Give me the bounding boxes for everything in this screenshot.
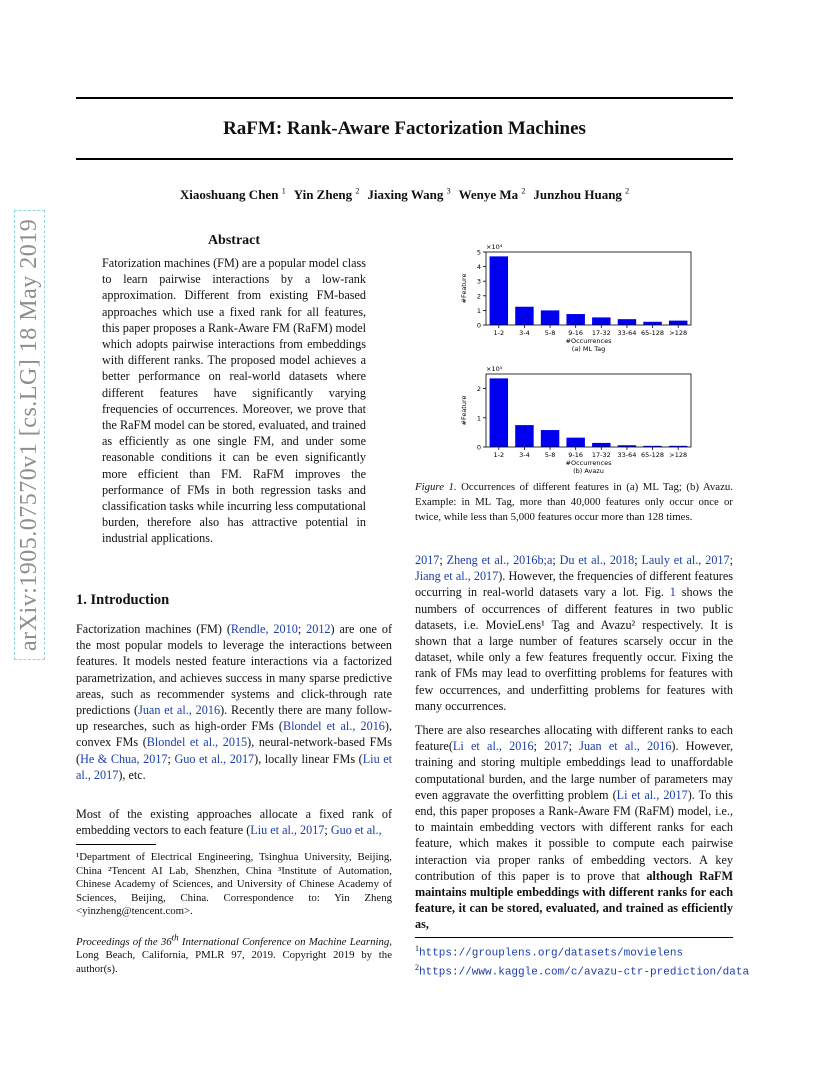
x-tick-label: 17-32	[591, 451, 611, 459]
x-tick-label: 5-8	[544, 451, 556, 459]
bar-chart-ml-tag	[448, 240, 708, 360]
y-tick-label: 2	[476, 385, 481, 394]
citation-link[interactable]: Liu et al., 2017	[76, 751, 392, 782]
x-tick-label: 33-64	[617, 451, 637, 459]
citation-link[interactable]: Guo et al., 2017	[174, 751, 255, 766]
intro-paragraph-1: Factorization machines (FM) (Rendle, 2010; 2012) are one of the most popular models to leverage the interactions between features. It models nested feature interactions via a factorized parametrization, and achieves success in many sparse predictive areas, such as recommender systems and click-through rate predictions (Juan et al., 2016). Recently there are many follow-up researches, such as high-order FMs (Blondel et al., 2016), convex FMs (Blondel et al., 2015), neural-network-based FMs (He & Chua, 2017; Guo et al., 2017), locally linear FMs (Liu et al., 2017), etc.	[76, 622, 393, 782]
citation-link[interactable]: 2012	[306, 622, 331, 636]
citation-link[interactable]: Rendle, 2010	[230, 622, 298, 636]
right-paragraph-2: There are also researches allocating with different ranks to each feature(Li et al., 2016; 2017; Juan et al., 2016). However, training and storing multiple embeddings lead to unaffordable computational burden, and the large number of parameters may even aggravate the overfitting problem (Li et al., 2017). To this end, this paper proposes a Rank-Aware FM (RaFM) model, i.e., to maintain embedding vectors with different ranks for each feature, which makes it possible to compute each pairwise interaction via proper ranks of embedding vectors. A key contribution of this paper is to prove that although RaFM maintains multiple embeddings with different ranks for each feature, it can be stored, evaluated, and trained as efficiently as,	[415, 723, 734, 932]
bar-17-32	[592, 317, 610, 325]
bar-33-64	[618, 319, 636, 325]
x-tick-label: 33-64	[617, 329, 637, 337]
abstract-heading: Abstract	[207, 233, 261, 248]
paper-title: RaFM: Rank-Aware Factorization Machines	[223, 118, 586, 139]
footnote-url-link[interactable]: https://grouplens.org/datasets/movielens	[419, 947, 684, 960]
bar-9-16	[566, 314, 584, 325]
title-rule	[76, 158, 733, 160]
x-tick-label: >128	[669, 329, 688, 337]
citation-link[interactable]: Juan et al., 2016	[138, 703, 221, 718]
citation-link[interactable]: Liu et al., 2017	[250, 823, 325, 838]
bar-9-16	[566, 438, 584, 447]
affiliations-footnote: ¹Department of Electrical Engineering, Tsinghua University, Beijing, China ²Tencent AI Lab, Shenzhen, China ³Institute of Automation, Chinese Academy of Sciences, and University of Chinese Academy of Sciences, Beijing, China. Correspondence to: Yin Zheng <yinzheng@tencent.com>.	[76, 851, 392, 917]
x-tick-label: 5-8	[544, 329, 556, 337]
citation-link[interactable]: 2017	[415, 553, 440, 567]
bar-chart-avazu	[448, 362, 708, 482]
citation-link[interactable]: Zheng et al., 2016b;a	[446, 553, 553, 567]
section-heading-introduction: 1. Introduction	[76, 592, 170, 608]
x-tick-label: 1-2	[493, 329, 505, 337]
url-footnote: $^1$https://grouplens.org/datasets/movielens	[415, 944, 684, 960]
bar-3-4	[515, 425, 533, 447]
proceedings-footnote: Proceedings of the 36th International Conference on Machine Learning, Long Beach, California, PMLR 97, 2019. Copyright 2019 by the author(s).	[76, 932, 392, 975]
x-axis-label: #Occurrences	[565, 337, 612, 345]
author-list	[76, 187, 733, 203]
x-tick-label: 65-128	[641, 451, 665, 459]
citation-link[interactable]: Jiang et al., 2017	[415, 569, 499, 584]
x-tick-label: 3-4	[519, 451, 530, 459]
x-tick-label: 3-4	[519, 329, 530, 337]
bar-1-2	[490, 256, 508, 325]
bar-5-8	[541, 430, 559, 447]
citation-link[interactable]: Juan et al., 2016	[579, 739, 672, 754]
url-footnotes	[415, 942, 815, 980]
bar-17-32	[592, 443, 610, 447]
footnote-url-link[interactable]: https://www.kaggle.com/c/avazu-ctr-prediction/data	[419, 966, 750, 979]
citation-link[interactable]: Blondel et al., 2016	[282, 719, 385, 734]
x-tick-label: 1-2	[493, 451, 505, 459]
bar-3-4	[515, 307, 533, 325]
bar-5-8	[541, 310, 559, 325]
x-tick-label: 65-128	[641, 329, 665, 337]
x-axis-label: #Occurrences	[565, 459, 612, 467]
y-tick-label: 4	[476, 263, 481, 272]
figure-caption-label: Figure 1.	[415, 481, 457, 493]
y-tick-label: 0	[476, 443, 481, 452]
x-tick-label: 9-16	[568, 451, 584, 459]
bar-1-2	[490, 378, 508, 447]
chart-subtitle: (b) Avazu	[573, 467, 604, 475]
author-name: Xiaoshuang Chen $^1$	[179, 187, 286, 203]
citation-link[interactable]: He & Chua, 2017	[80, 751, 168, 766]
arxiv-stamp: arXiv:1905.07570v1 [cs.LG] 18 May 2019	[14, 210, 45, 660]
citation-link[interactable]: Lauly et al., 2017	[641, 553, 730, 567]
citation-link[interactable]: Li et al., 2016	[452, 739, 534, 754]
y-tick-label: 1	[476, 414, 481, 423]
author-name: Junzhou Huang $^2$	[533, 187, 630, 203]
intro-paragraph-2: Most of the existing approaches allocate a fixed rank of embedding vectors to each feature (Liu et al., 2017; Guo et al.,	[76, 807, 392, 838]
x-tick-label: 17-32	[591, 329, 611, 337]
footnote-rule-right	[415, 937, 733, 938]
y-multiplier: ×10⁵	[486, 365, 503, 373]
figure-caption	[415, 480, 733, 525]
y-tick-label: 0	[476, 321, 481, 330]
author-name: Yin Zheng $^2$	[293, 187, 360, 203]
bar->128	[669, 321, 687, 325]
bar-65-128	[643, 322, 661, 325]
y-tick-label: 3	[476, 277, 481, 286]
chart-subtitle: (a) ML Tag	[571, 345, 606, 353]
citation-link[interactable]: Guo et al.,	[330, 823, 382, 838]
figure-caption-text: Occurrences of different features in (a) ML Tag; (b) Avazu. Example: in ML Tag, more than 40,000 features only occur once or twice, while less than 5,000 features occur more than 128 times.	[415, 481, 733, 523]
citation-link[interactable]: Li et al., 2017	[616, 787, 688, 802]
y-axis-label: #Feature	[460, 273, 468, 304]
citation-link[interactable]: 2017	[544, 739, 569, 754]
abstract-text: Fatorization machines (FM) are a popular model class to learn pairwise interactions by a low-rank approximation. Different from existing FM-based approaches which use a fixed rank for all features, this paper proposes a Rank-Aware FM (RaFM) model which adopts pairwise interactions from embeddings with different ranks. The proposed model achieves a better performance on real-world datasets where different features have significantly varying frequencies of occurrences. Moreover, we prove that the RaFM model can be stored, evaluated, and trained as efficiently as one single FM, and under some reasonable conditions it can be even significantly more efficient than FM. RaFM improves the performance of FMs in both regression tasks and classification tasks while incurring less computational burden, therefore also has attractive potential in industrial applications.	[102, 256, 366, 546]
top-rule	[76, 97, 733, 99]
y-multiplier: ×10⁴	[486, 243, 503, 251]
y-tick-label: 1	[476, 306, 481, 315]
author-name: Jiaxing Wang $^3$	[367, 187, 451, 203]
author-name: Wenye Ma $^2$	[458, 187, 526, 203]
right-paragraph-1: 2017; Zheng et al., 2016b;a; Du et al., 2018; Lauly et al., 2017; Jiang et al., 2017). However, the frequencies of different features occurring in real-world datasets vary a lot. Fig. 1 shows the numbers of occurrences of different features in two public datasets, i.e. MovieLens¹ Tag and Avazu² respectively. It is shown that a large number of features scarsely occur in the dataset, while only a few features frequently occur. Fixing the rank of FMs may lead to overfitting problems for features with few occurrences, and underfitting problems for features with many occurrences.	[415, 553, 734, 713]
x-tick-label: 9-16	[568, 329, 584, 337]
citation-link[interactable]: 1	[669, 585, 676, 600]
citation-link[interactable]: Du et al., 2018	[559, 553, 635, 567]
footnote-rule-left	[76, 844, 156, 845]
y-tick-label: 5	[476, 248, 481, 257]
citation-link[interactable]: Blondel et al., 2015	[146, 735, 248, 750]
y-axis-label: #Feature	[460, 395, 468, 426]
x-tick-label: >128	[669, 451, 688, 459]
y-tick-label: 2	[476, 292, 481, 301]
url-footnote: $^2$https://www.kaggle.com/c/avazu-ctr-prediction/data	[415, 963, 750, 979]
